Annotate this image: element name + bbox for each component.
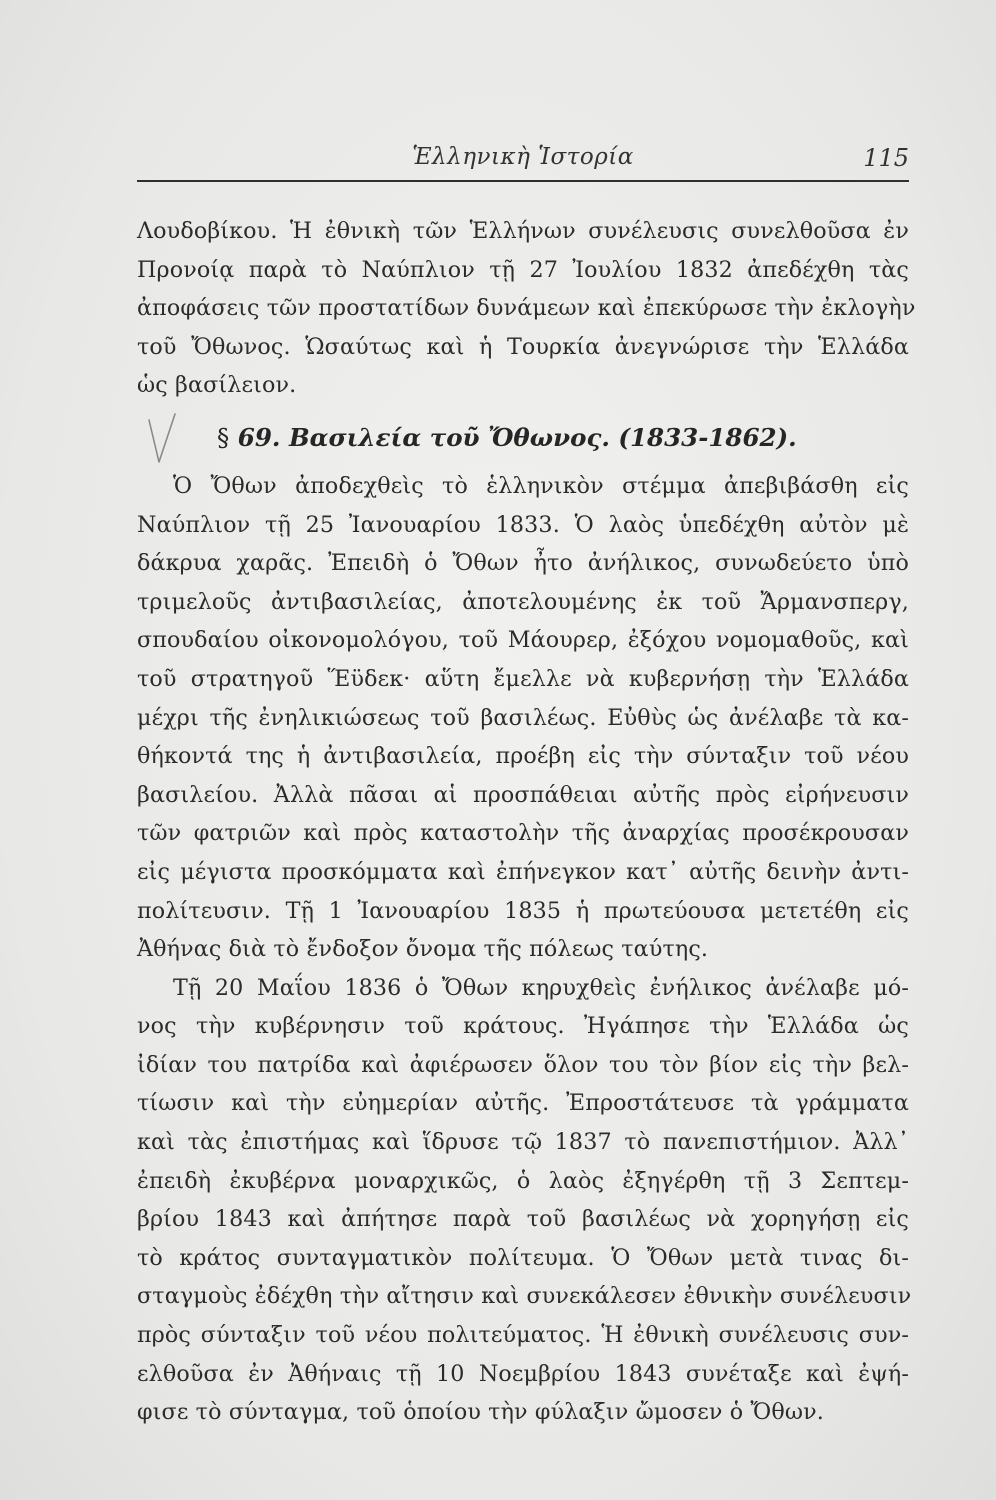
- text-line: Ναύπλιον τῇ 25 Ἰανουαρίου 1833. Ὁ λαὸς ὑπεδέχθη αὐτὸν μὲ: [137, 511, 909, 538]
- text-line: ἰδίαν του πατρίδα καὶ ἀφιέρωσεν ὅλον του τὸν βίον εἰς τὴν βελ-: [137, 1051, 909, 1078]
- text-line: ἀποφάσεις τῶν προστατίδων δυνάμεων καὶ ἐπεκύρωσε τὴν ἐκλογὴν: [137, 295, 916, 322]
- section-number: 69.: [237, 422, 281, 452]
- paragraph-3: [137, 969, 912, 1432]
- paragraph-2: [137, 467, 909, 969]
- text-line: βασιλείου. Ἀλλὰ πᾶσαι αἱ προσπάθειαι αὐτῆς πρὸς εἰρήνευσιν: [137, 781, 909, 808]
- text-line: σπουδαίου οἰκονομολόγου, τοῦ Μάουρερ, ἐξόχου νομομαθοῦς, καὶ: [137, 627, 909, 654]
- running-title: Ἑλληνικὴ Ἱστορία: [412, 144, 634, 170]
- section-title: Βασιλεία τοῦ Ὄθωνος. (1833-1862).: [288, 422, 797, 452]
- text-line: τὸ κράτος συνταγματικὸν πολίτευμα. Ὁ Ὄθων μετὰ τινας δι-: [137, 1244, 909, 1271]
- text-line: καὶ τὰς ἐπιστήμας καὶ ἵδρυσε τῷ 1837 τὸ πανεπιστήμιον. Ἀλλ᾽: [137, 1129, 909, 1156]
- text-line: Ὁ Ὄθων ἀποδεχθεὶς τὸ ἑλληνικὸν στέμμα ἀπεβιβάσθη εἰς: [173, 472, 909, 499]
- text-line: πολίτευσιν. Τῇ 1 Ἰανουαρίου 1835 ἡ πρωτεύουσα μετετέθη εἰς: [137, 897, 909, 924]
- text-line: τριμελοῦς ἀντιβασιλείας, ἀποτελουμένης ἐκ τοῦ Ἄρμανσπεργ,: [137, 588, 909, 615]
- text-line: σταγμοὺς ἐδέχθη τὴν αἴτησιν καὶ συνεκάλεσεν ἐθνικὴν συνέλευσιν: [137, 1283, 912, 1310]
- text-line: θήκοντά της ἡ ἀντιβασιλεία, προέβη εἰς τὴν σύνταξιν τοῦ νέου: [137, 743, 909, 770]
- text-line: Προνοίᾳ παρὰ τὸ Ναύπλιον τῇ 27 Ἰουλίου 1832 ἀπεδέχθη τὰς: [137, 256, 909, 283]
- text-line: νος τὴν κυβέρνησιν τοῦ κράτους. Ἠγάπησε τὴν Ἑλλάδα ὡς: [137, 1013, 909, 1040]
- text-line: δάκρυα χαρᾶς. Ἐπειδὴ ὁ Ὄθων ἦτο ἀνήλικος, συνωδεύετο ὑπὸ: [137, 550, 909, 577]
- section-heading: [137, 419, 909, 457]
- text-line: Ἀθήνας διὰ τὸ ἔνδοξον ὄνομα τῆς πόλεως ταύτης.: [137, 936, 709, 963]
- text-line: Τῇ 20 Μαΐου 1836 ὁ Ὄθων κηρυχθεὶς ἐνήλικος ἀνέλαβε μό-: [173, 974, 909, 1001]
- text-line: τῶν φατριῶν καὶ πρὸς καταστολὴν τῆς ἀναρχίας προσέκρουσαν: [137, 820, 909, 847]
- text-line: ἐπειδὴ ἐκυβέρνα μοναρχικῶς, ὁ λαὸς ἐξηγέρθη τῇ 3 Σεπτεμ-: [137, 1167, 909, 1194]
- text-line: ελθοῦσα ἐν Ἀθήναις τῇ 10 Νοεμβρίου 1843 συνέταξε καὶ ἐψή-: [137, 1360, 909, 1387]
- text-line: μέχρι τῆς ἐνηλικιώσεως τοῦ βασιλέως. Εὐθὺς ὡς ἀνέλαβε τὰ κα-: [137, 704, 909, 731]
- page-header: [137, 138, 909, 182]
- text-line: εἰς μέγιστα προσκόμματα καὶ ἐπήνεγκον κατ᾽ αὐτῆς δεινὴν ἀντι-: [137, 858, 909, 885]
- text-line: βρίου 1843 καὶ ἀπήτησε παρὰ τοῦ βασιλέως νὰ χορηγήσῃ εἰς: [137, 1206, 909, 1233]
- text-line: ὡς βασίλειον.: [137, 372, 297, 399]
- body-text: [137, 212, 916, 1432]
- page-number: 115: [863, 144, 909, 172]
- text-line: πρὸς σύνταξιν τοῦ νέου πολιτεύματος. Ἡ ἐθνικὴ συνέλευσις συν-: [137, 1322, 909, 1349]
- section-sign: §: [217, 422, 230, 452]
- text-line: τοῦ Ὄθωνος. Ὡσαύτως καὶ ἡ Τουρκία ἀνεγνώρισε τὴν Ἑλλάδα: [137, 333, 909, 360]
- text-line: τοῦ στρατηγοῦ Ἕϋδεκ· αὕτη ἔμελλε νὰ κυβερνήσῃ τὴν Ἑλλάδα: [137, 665, 909, 692]
- paragraph-1: [137, 212, 916, 405]
- text-line: Λουδοβίκου. Ἡ ἐθνικὴ τῶν Ἑλλήνων συνέλευσις συνελθοῦσα ἐν: [137, 218, 909, 244]
- text-line: τίωσιν καὶ τὴν εὐημερίαν αὐτῆς. Ἐπροστάτευσε τὰ γράμματα: [137, 1090, 909, 1117]
- text-line: φισε τὸ σύνταγμα, τοῦ ὁποίου τὴν φύλαξιν ὤμοσεν ὁ Ὄθων.: [137, 1399, 824, 1426]
